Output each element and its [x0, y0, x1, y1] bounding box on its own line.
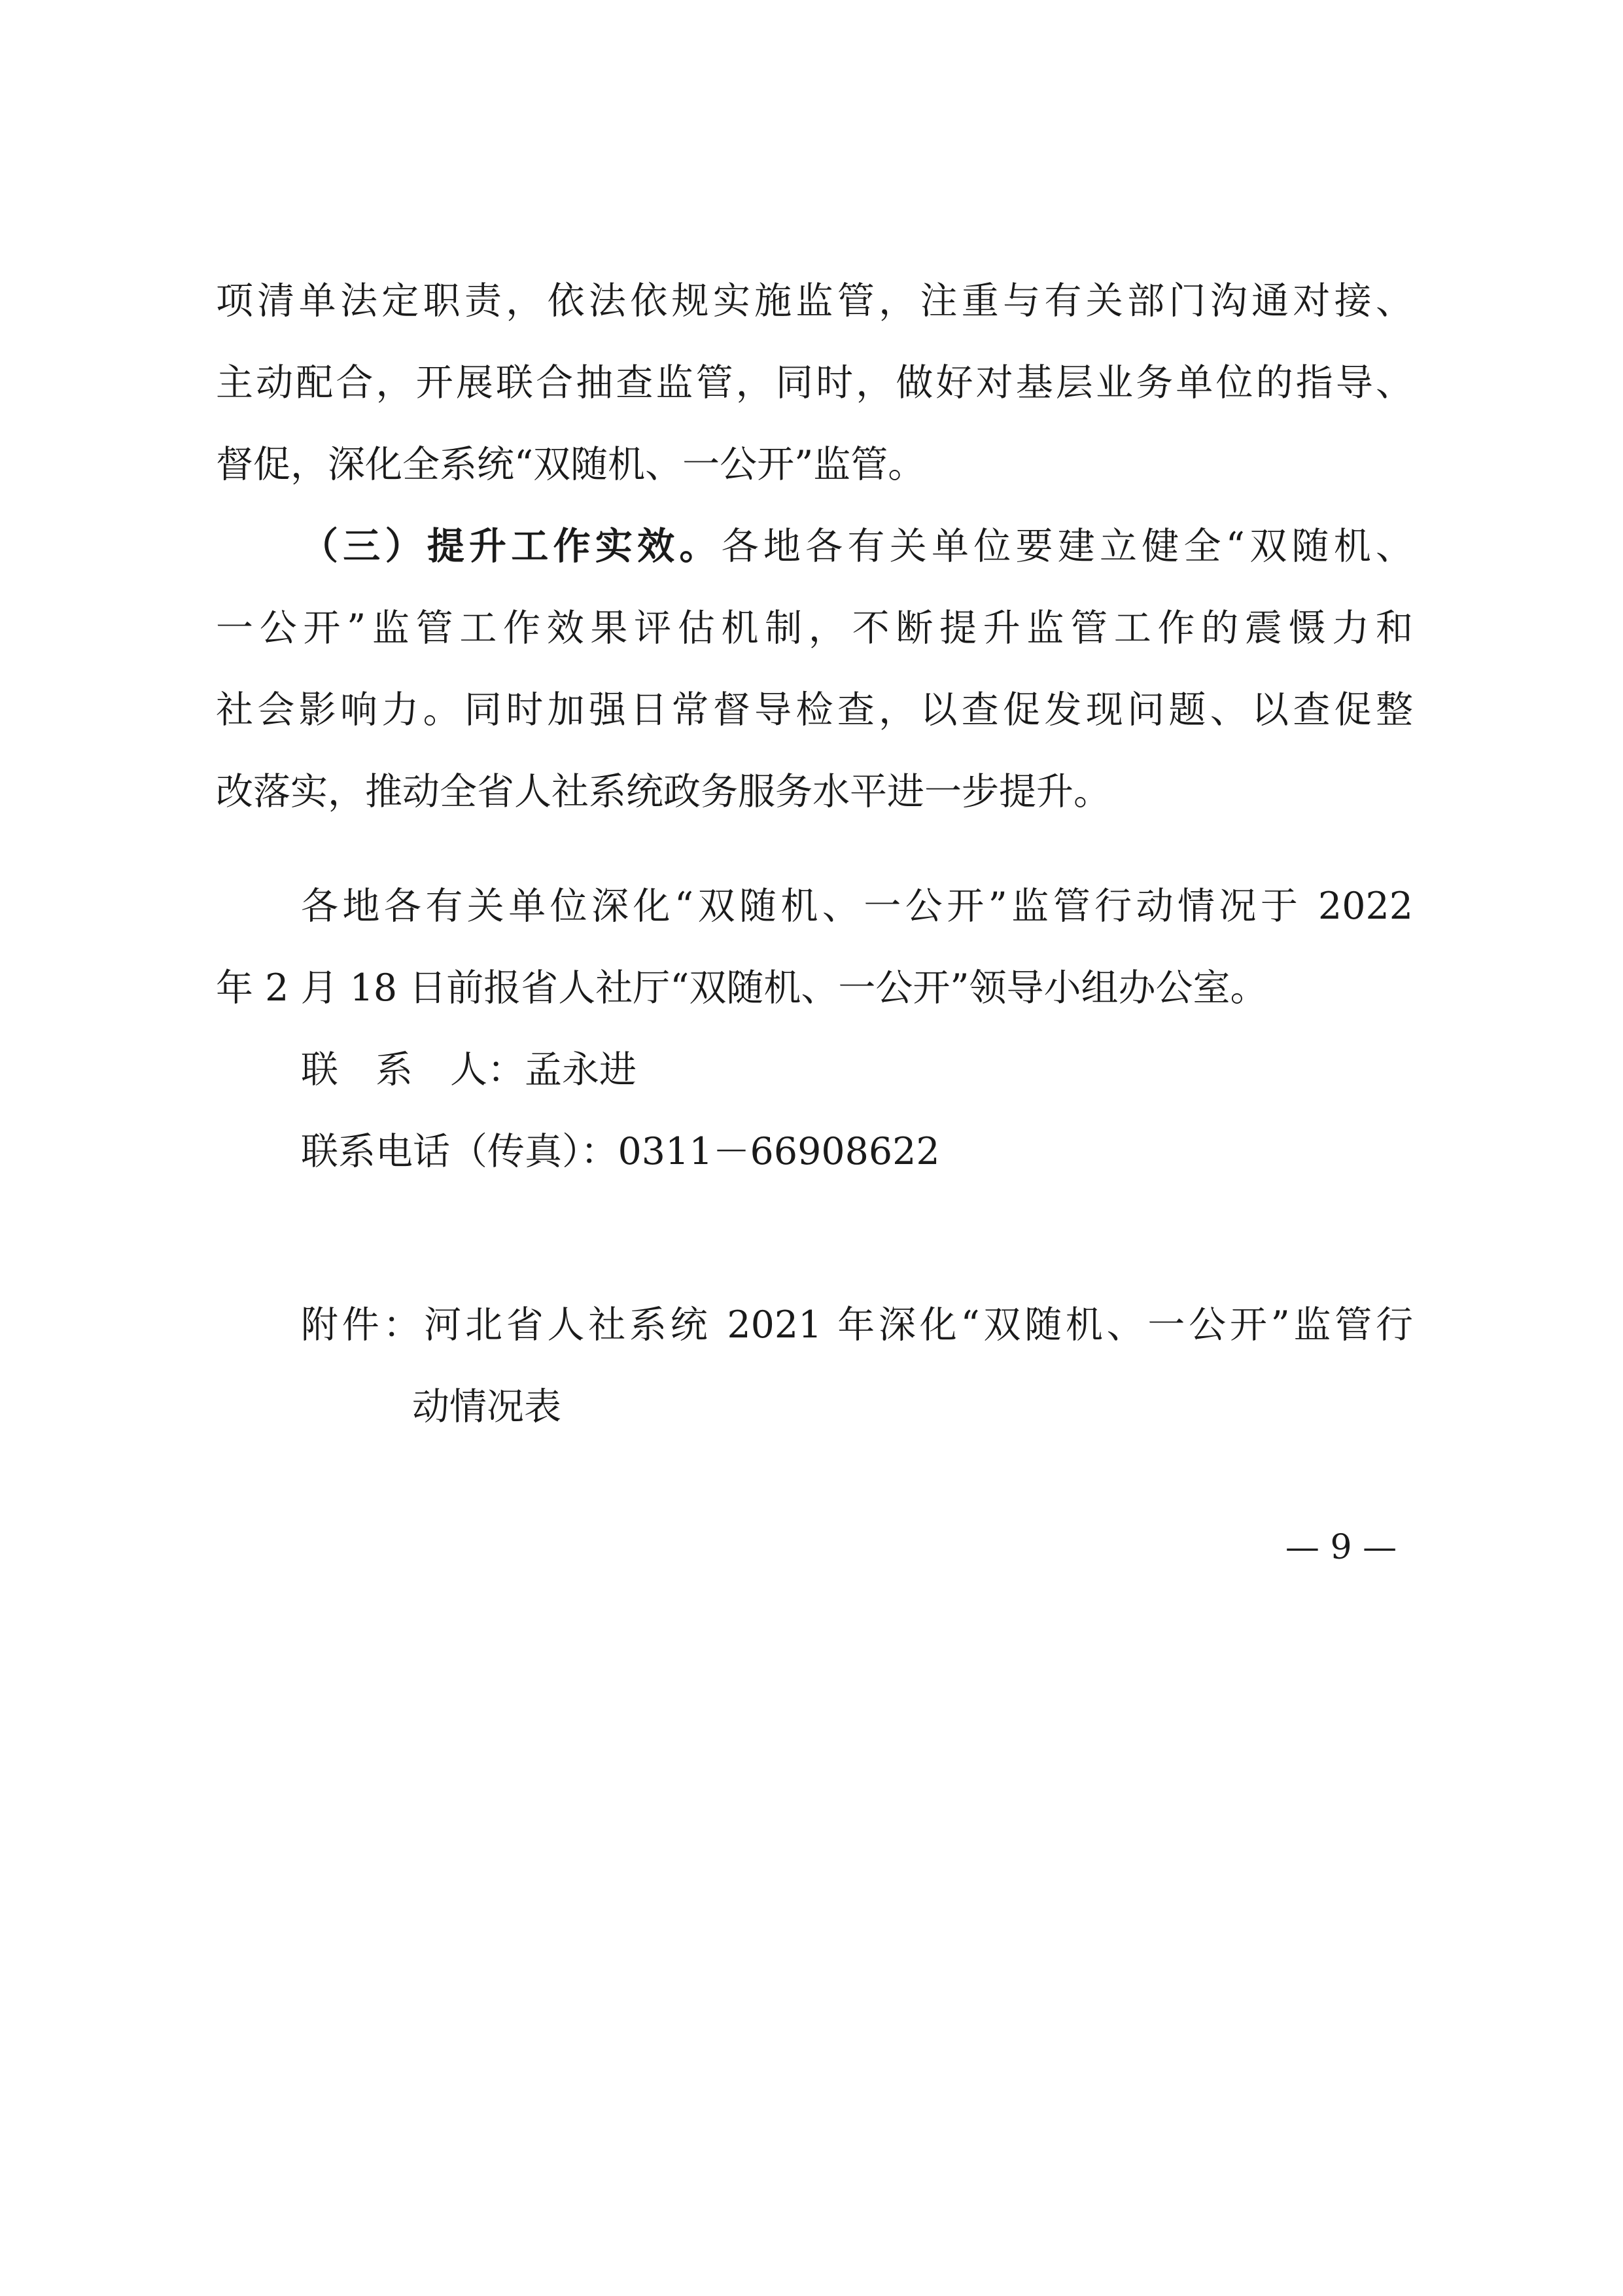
section-3-line-4: 改落实，推动全省人社系统政务服务水平进一步提升。	[216, 770, 1111, 813]
section-3-line-1: 各地各有关单位要建立健全“双随机、	[721, 525, 1414, 568]
attachment-line-1: 附件：河北省人社系统 2021 年深化“双随机、一公开”监管行	[301, 1303, 1413, 1347]
report-line-2: 年 2 月 18 日前报省人社厅“双随机、一公开”领导小组办公室。	[216, 966, 1268, 1010]
section-3-heading: （三）提升工作实效。	[301, 524, 722, 568]
section-3-line-2: 一公开”监管工作效果评估机制，不断提升监管工作的震慑力和	[216, 607, 1413, 650]
section-3-first-line	[301, 520, 1413, 573]
paragraph-line-2: 主动配合，开展联合抽查监管，同时，做好对基层业务单位的指导、	[216, 361, 1413, 404]
paragraph-line-1: 项清单法定职责，依法依规实施监管，注重与有关部门沟通对接、	[216, 279, 1413, 323]
section-3-line-3: 社会影响力。同时加强日常督导检查，以查促发现问题、以查促整	[216, 688, 1413, 732]
paragraph-line-3: 督促，深化全系统“双随机、一公开”监管。	[216, 443, 926, 486]
contact-phone: 联系电话（传真）：0311－66908622	[301, 1130, 940, 1173]
attachment-line-2: 动情况表	[412, 1385, 561, 1428]
page-number: — 9 —	[1285, 1528, 1397, 1567]
report-line-1: 各地各有关单位深化“双随机、一公开”监管行动情况于 2022	[301, 885, 1413, 928]
contact-person: 联 系 人：孟永进	[301, 1048, 637, 1091]
